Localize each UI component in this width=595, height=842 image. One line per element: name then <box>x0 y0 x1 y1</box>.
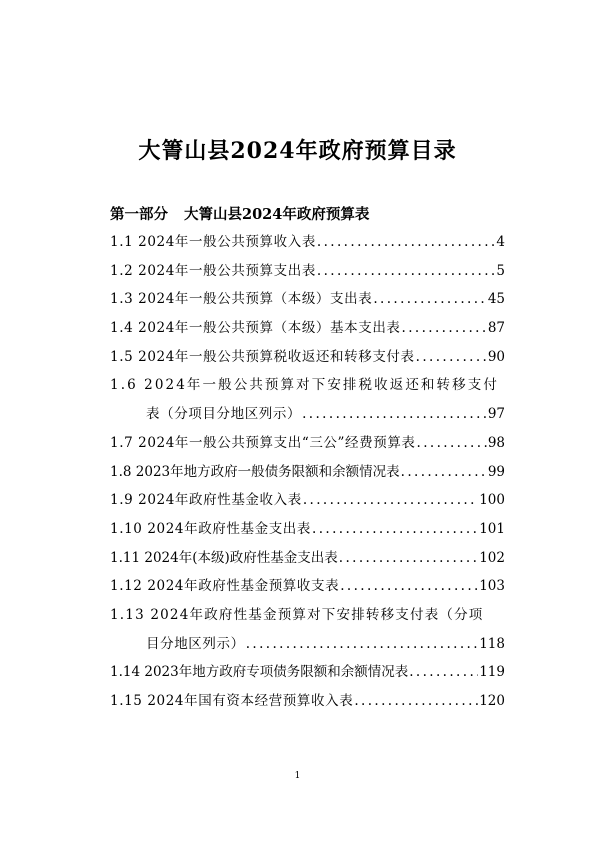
toc-entry-text: 目分地区列示） <box>146 635 245 652</box>
toc-page-number: 45 <box>487 291 505 308</box>
dot-leader <box>317 261 495 281</box>
toc-entry-1-4[interactable] <box>110 318 505 347</box>
dot-leader <box>373 289 486 309</box>
toc-entry-text: 1.7 2024年一般公共预算支出“三公”经费预算表 <box>110 434 416 451</box>
toc-entry-text: 1.3 2024年一般公共预算（本级）支出表 <box>110 291 373 308</box>
toc-entry-1-7[interactable] <box>110 433 505 462</box>
dot-leader <box>417 433 487 453</box>
dot-leader <box>401 462 487 482</box>
dot-leader <box>302 404 487 424</box>
toc-page-number: 118 <box>479 635 505 652</box>
toc-page-number: 103 <box>479 578 505 595</box>
toc-page-number: 98 <box>487 434 505 451</box>
toc-entry-1-10[interactable] <box>110 519 505 548</box>
toc-page-number: 120 <box>479 693 505 709</box>
toc-entry-text: 1.14 2023年地方政府专项债务限额和余额情况表 <box>110 664 409 681</box>
section-label: 第一部分 <box>110 206 168 223</box>
dot-leader <box>402 318 487 338</box>
toc-page-number: 119 <box>479 664 505 681</box>
toc-entry-1-12[interactable] <box>110 576 505 605</box>
toc-entry-text: 1.10 2024年政府性基金支出表 <box>110 520 312 537</box>
dot-leader <box>409 662 478 682</box>
dot-leader <box>416 347 487 367</box>
section-title: 大箐山县2024年政府预算表 <box>184 206 370 223</box>
toc-entry-1-8[interactable] <box>110 462 505 491</box>
toc-entry-1-14[interactable] <box>110 662 505 691</box>
toc-page-number: 102 <box>479 549 505 566</box>
toc-entry-1-11[interactable] <box>110 548 505 577</box>
toc-page-number: 99 <box>487 463 505 480</box>
page-title: 大箐山县2024年政府预算目录 <box>138 138 457 164</box>
toc-entry-text: 1.1 2024年一般公共预算收入表 <box>110 234 316 250</box>
toc-page-number: 100 <box>479 492 505 509</box>
dot-leader <box>303 490 478 510</box>
toc-page-number: 87 <box>487 320 505 337</box>
toc-page-number: 101 <box>479 520 505 537</box>
table-of-contents <box>110 232 505 720</box>
toc-entry-text: 1.8 2023年地方政府一般债务限额和余额情况表 <box>110 463 400 480</box>
toc-entry-1-9[interactable] <box>110 490 505 519</box>
toc-page-number: 90 <box>487 348 505 365</box>
toc-entry-1-2[interactable] <box>110 261 505 290</box>
toc-entry-text: 1.13 2024年政府性基金预算对下安排转移支付表（分项 <box>110 606 484 623</box>
toc-entry-text: 1.12 2024年政府性基金预算收支表 <box>110 578 340 595</box>
toc-entry-1-6[interactable] <box>110 375 505 404</box>
toc-entry-text: 1.2 2024年一般公共预算支出表 <box>110 262 316 279</box>
dot-leader <box>312 519 478 539</box>
toc-page-number: 97 <box>487 406 505 423</box>
page-number: 1 <box>294 771 301 781</box>
dot-leader <box>339 548 478 568</box>
toc-entry-text: 1.11 2024年(本级)政府性基金支出表 <box>110 549 338 566</box>
dot-leader <box>340 576 478 596</box>
toc-entry-text: 1.4 2024年一般公共预算（本级）基本支出表 <box>110 320 401 337</box>
toc-entry-text: 1.9 2024年政府性基金收入表 <box>110 492 302 509</box>
toc-page-number: 5 <box>496 262 505 279</box>
dot-leader <box>246 634 479 654</box>
toc-entry-text: 表（分项目分地区列示） <box>146 406 302 423</box>
toc-entry-1-6-continuation[interactable] <box>110 404 505 433</box>
toc-entry-1-13-continuation[interactable] <box>110 634 505 663</box>
section-heading <box>110 203 369 224</box>
toc-entry-1-15[interactable] <box>110 691 505 720</box>
toc-entry-1-13[interactable] <box>110 605 505 634</box>
toc-entry-text: 1.5 2024年一般公共预算税收返还和转移支付表 <box>110 348 415 365</box>
toc-page-number: 4 <box>496 234 505 250</box>
dot-leader <box>317 232 495 252</box>
toc-entry-text: 1.15 2024年国有资本经营预算收入表 <box>110 693 354 709</box>
toc-entry-1-3[interactable] <box>110 289 505 318</box>
toc-entry-text: 1.6 2024年一般公共预算对下安排税收返还和转移支付 <box>110 377 499 394</box>
dot-leader <box>354 691 478 711</box>
toc-entry-1-5[interactable] <box>110 347 505 376</box>
toc-entry-1-1[interactable] <box>110 232 505 261</box>
